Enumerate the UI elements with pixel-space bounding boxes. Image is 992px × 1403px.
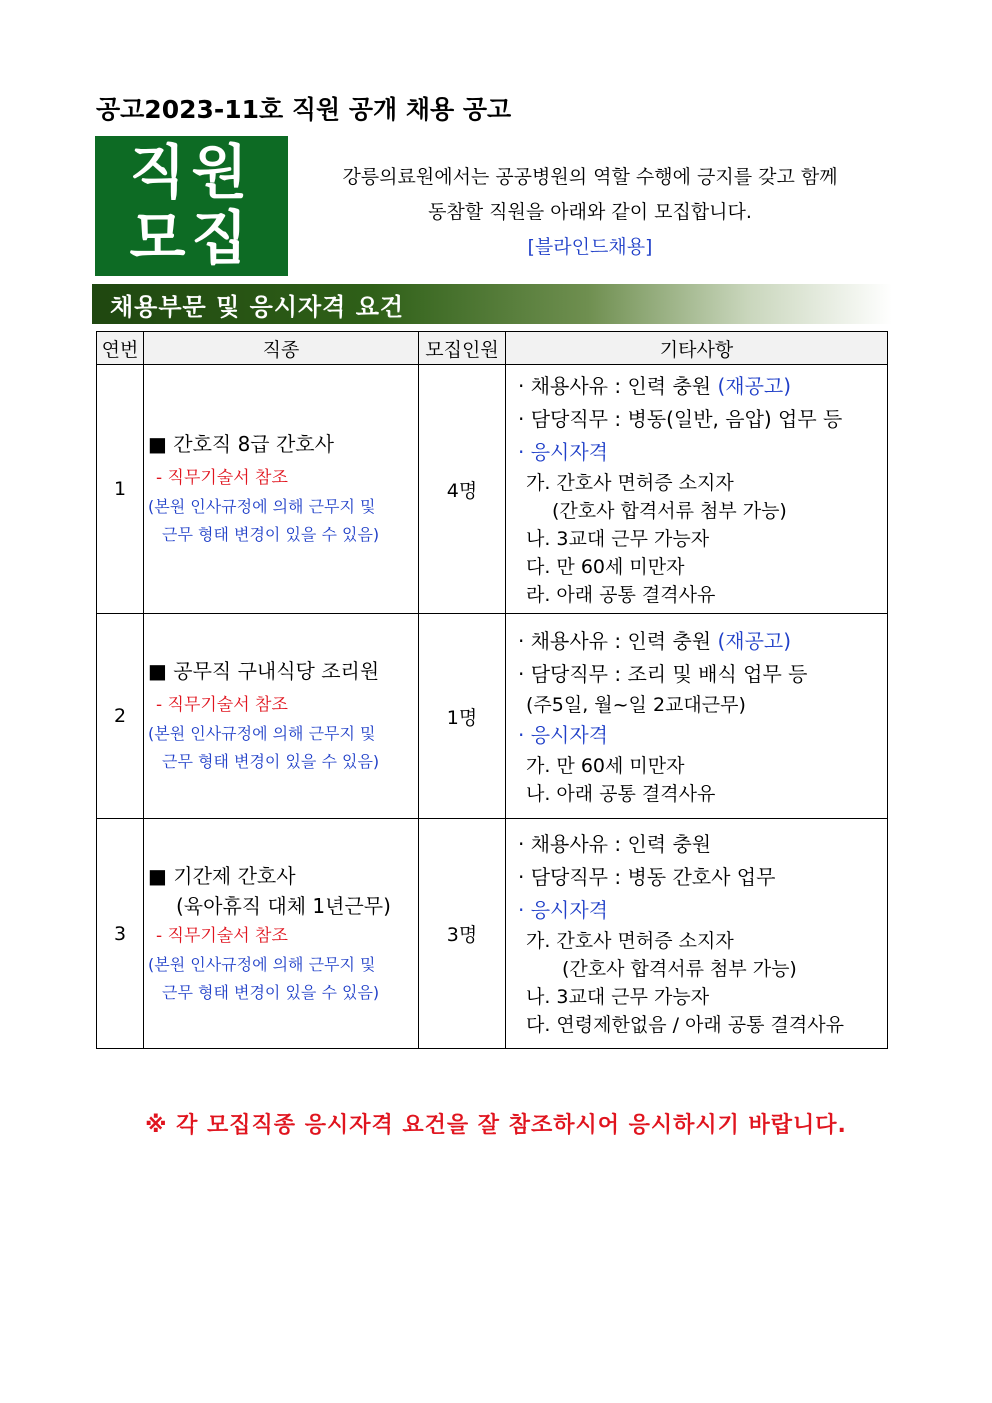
job-note-line-2: 근무 형태 변경이 있을 수 있음) (162, 752, 380, 771)
row-number: 3 (97, 819, 144, 1049)
job-ref: - 직무기술서 참조 (156, 695, 288, 715)
duty-line: · 담당직무 : 병동(일반, 음압) 업무 등 (518, 406, 843, 431)
header-etc: 기타사항 (506, 332, 888, 365)
qual-item: 다. 연령제한없음 / 아래 공통 결격사유 (526, 1014, 844, 1036)
recruit-count: 3명 (419, 819, 506, 1049)
reason-line (518, 370, 887, 403)
intro-line-2: 동참할 직원을 아래와 같이 모집합니다. (428, 201, 752, 223)
job-title: ■ 간호직 8급 간호사 (148, 432, 334, 456)
job-cell (144, 365, 419, 614)
job-cell (144, 819, 419, 1049)
reason-line (518, 625, 887, 658)
qual-item: 라. 아래 공통 결격사유 (526, 583, 716, 606)
blind-recruit-label: [블라인드채용] (527, 236, 653, 258)
qual-item: 다. 만 60세 미만자 (526, 555, 685, 578)
reason-line: · 채용사유 : 인력 충원 (518, 832, 712, 856)
logo-line-1: 직원 (129, 138, 254, 206)
job-note (148, 720, 418, 776)
qual-item: 나. 3교대 근무 가능자 (526, 986, 710, 1008)
qual-label: · 응시자격 (518, 722, 608, 747)
qual-label: · 응시자격 (518, 898, 608, 922)
header-job: 직종 (144, 332, 419, 365)
header-no: 연번 (97, 332, 144, 365)
job-ref: - 직무기술서 참조 (156, 925, 288, 946)
duty-line: · 담당직무 : 병동 간호사 업무 (518, 865, 776, 889)
qual-item: 나. 아래 공통 결격사유 (526, 782, 716, 805)
table-header-row (97, 332, 888, 365)
recruit-count: 4명 (419, 365, 506, 614)
reason-label: · 채용사유 : 인력 충원 (518, 628, 712, 653)
row-number: 2 (97, 614, 144, 819)
qual-item: 가. 간호사 면허증 소지자 (526, 930, 734, 952)
recruit-count: 1명 (419, 614, 506, 819)
job-note-line-2: 근무 형태 변경이 있을 수 있음) (162, 982, 380, 1002)
logo-line-2: 모집 (129, 204, 254, 272)
qual-label: · 응시자격 (518, 439, 608, 464)
job-title: ■ 기간제 간호사 (148, 863, 296, 888)
qual-item: (간호사 합격서류 첨부 가능) (552, 499, 787, 522)
section-header (92, 284, 892, 324)
intro-text (300, 160, 880, 265)
recruit-logo (95, 136, 288, 276)
table-row (97, 365, 888, 614)
duty-sub-line: (주5일, 월~일 2교대근무) (526, 693, 746, 716)
reason-tag: (재공고) (717, 628, 792, 653)
job-note-line-1: (본원 인사규정에 의해 근무지 및 (148, 724, 376, 743)
info-cell (506, 614, 888, 819)
info-cell (506, 819, 888, 1049)
table-row (97, 819, 888, 1049)
qual-item: (간호사 합격서류 첨부 가능) (562, 958, 797, 980)
job-note (148, 493, 418, 549)
job-note-line-1: (본원 인사규정에 의해 근무지 및 (148, 497, 376, 516)
row-number: 1 (97, 365, 144, 614)
info-cell (506, 365, 888, 614)
qual-item: 가. 만 60세 미만자 (526, 754, 685, 777)
job-subtitle: (육아휴직 대체 1년근무) (176, 893, 391, 918)
table-row (97, 614, 888, 819)
qual-item: 가. 간호사 면허증 소지자 (526, 471, 734, 494)
reason-label: · 채용사유 : 인력 충원 (518, 373, 712, 398)
job-note-line-2: 근무 형태 변경이 있을 수 있음) (162, 525, 380, 544)
job-note-line-1: (본원 인사규정에 의해 근무지 및 (148, 954, 376, 974)
job-ref: - 직무기술서 참조 (156, 468, 288, 488)
recruit-table (96, 331, 888, 1049)
reason-tag: (재공고) (717, 373, 792, 398)
page-title: 공고2023-11호 직원 공개 채용 공고 (96, 95, 512, 124)
section-title: 채용부문 및 응시자격 요건 (110, 293, 405, 321)
qual-item: 나. 3교대 근무 가능자 (526, 527, 710, 550)
job-cell (144, 614, 419, 819)
intro-line-1: 강릉의료원에서는 공공병원의 역할 수행에 긍지를 갖고 함께 (342, 166, 838, 188)
job-note (148, 951, 418, 1007)
duty-line: · 담당직무 : 조리 및 배식 업무 등 (518, 661, 808, 686)
footer-note: ※ 각 모집직종 응시자격 요건을 잘 참조하시어 응시하시기 바랍니다. (145, 1113, 847, 1138)
header-count: 모집인원 (419, 332, 506, 365)
job-title: ■ 공무직 구내식당 조리원 (148, 659, 380, 683)
